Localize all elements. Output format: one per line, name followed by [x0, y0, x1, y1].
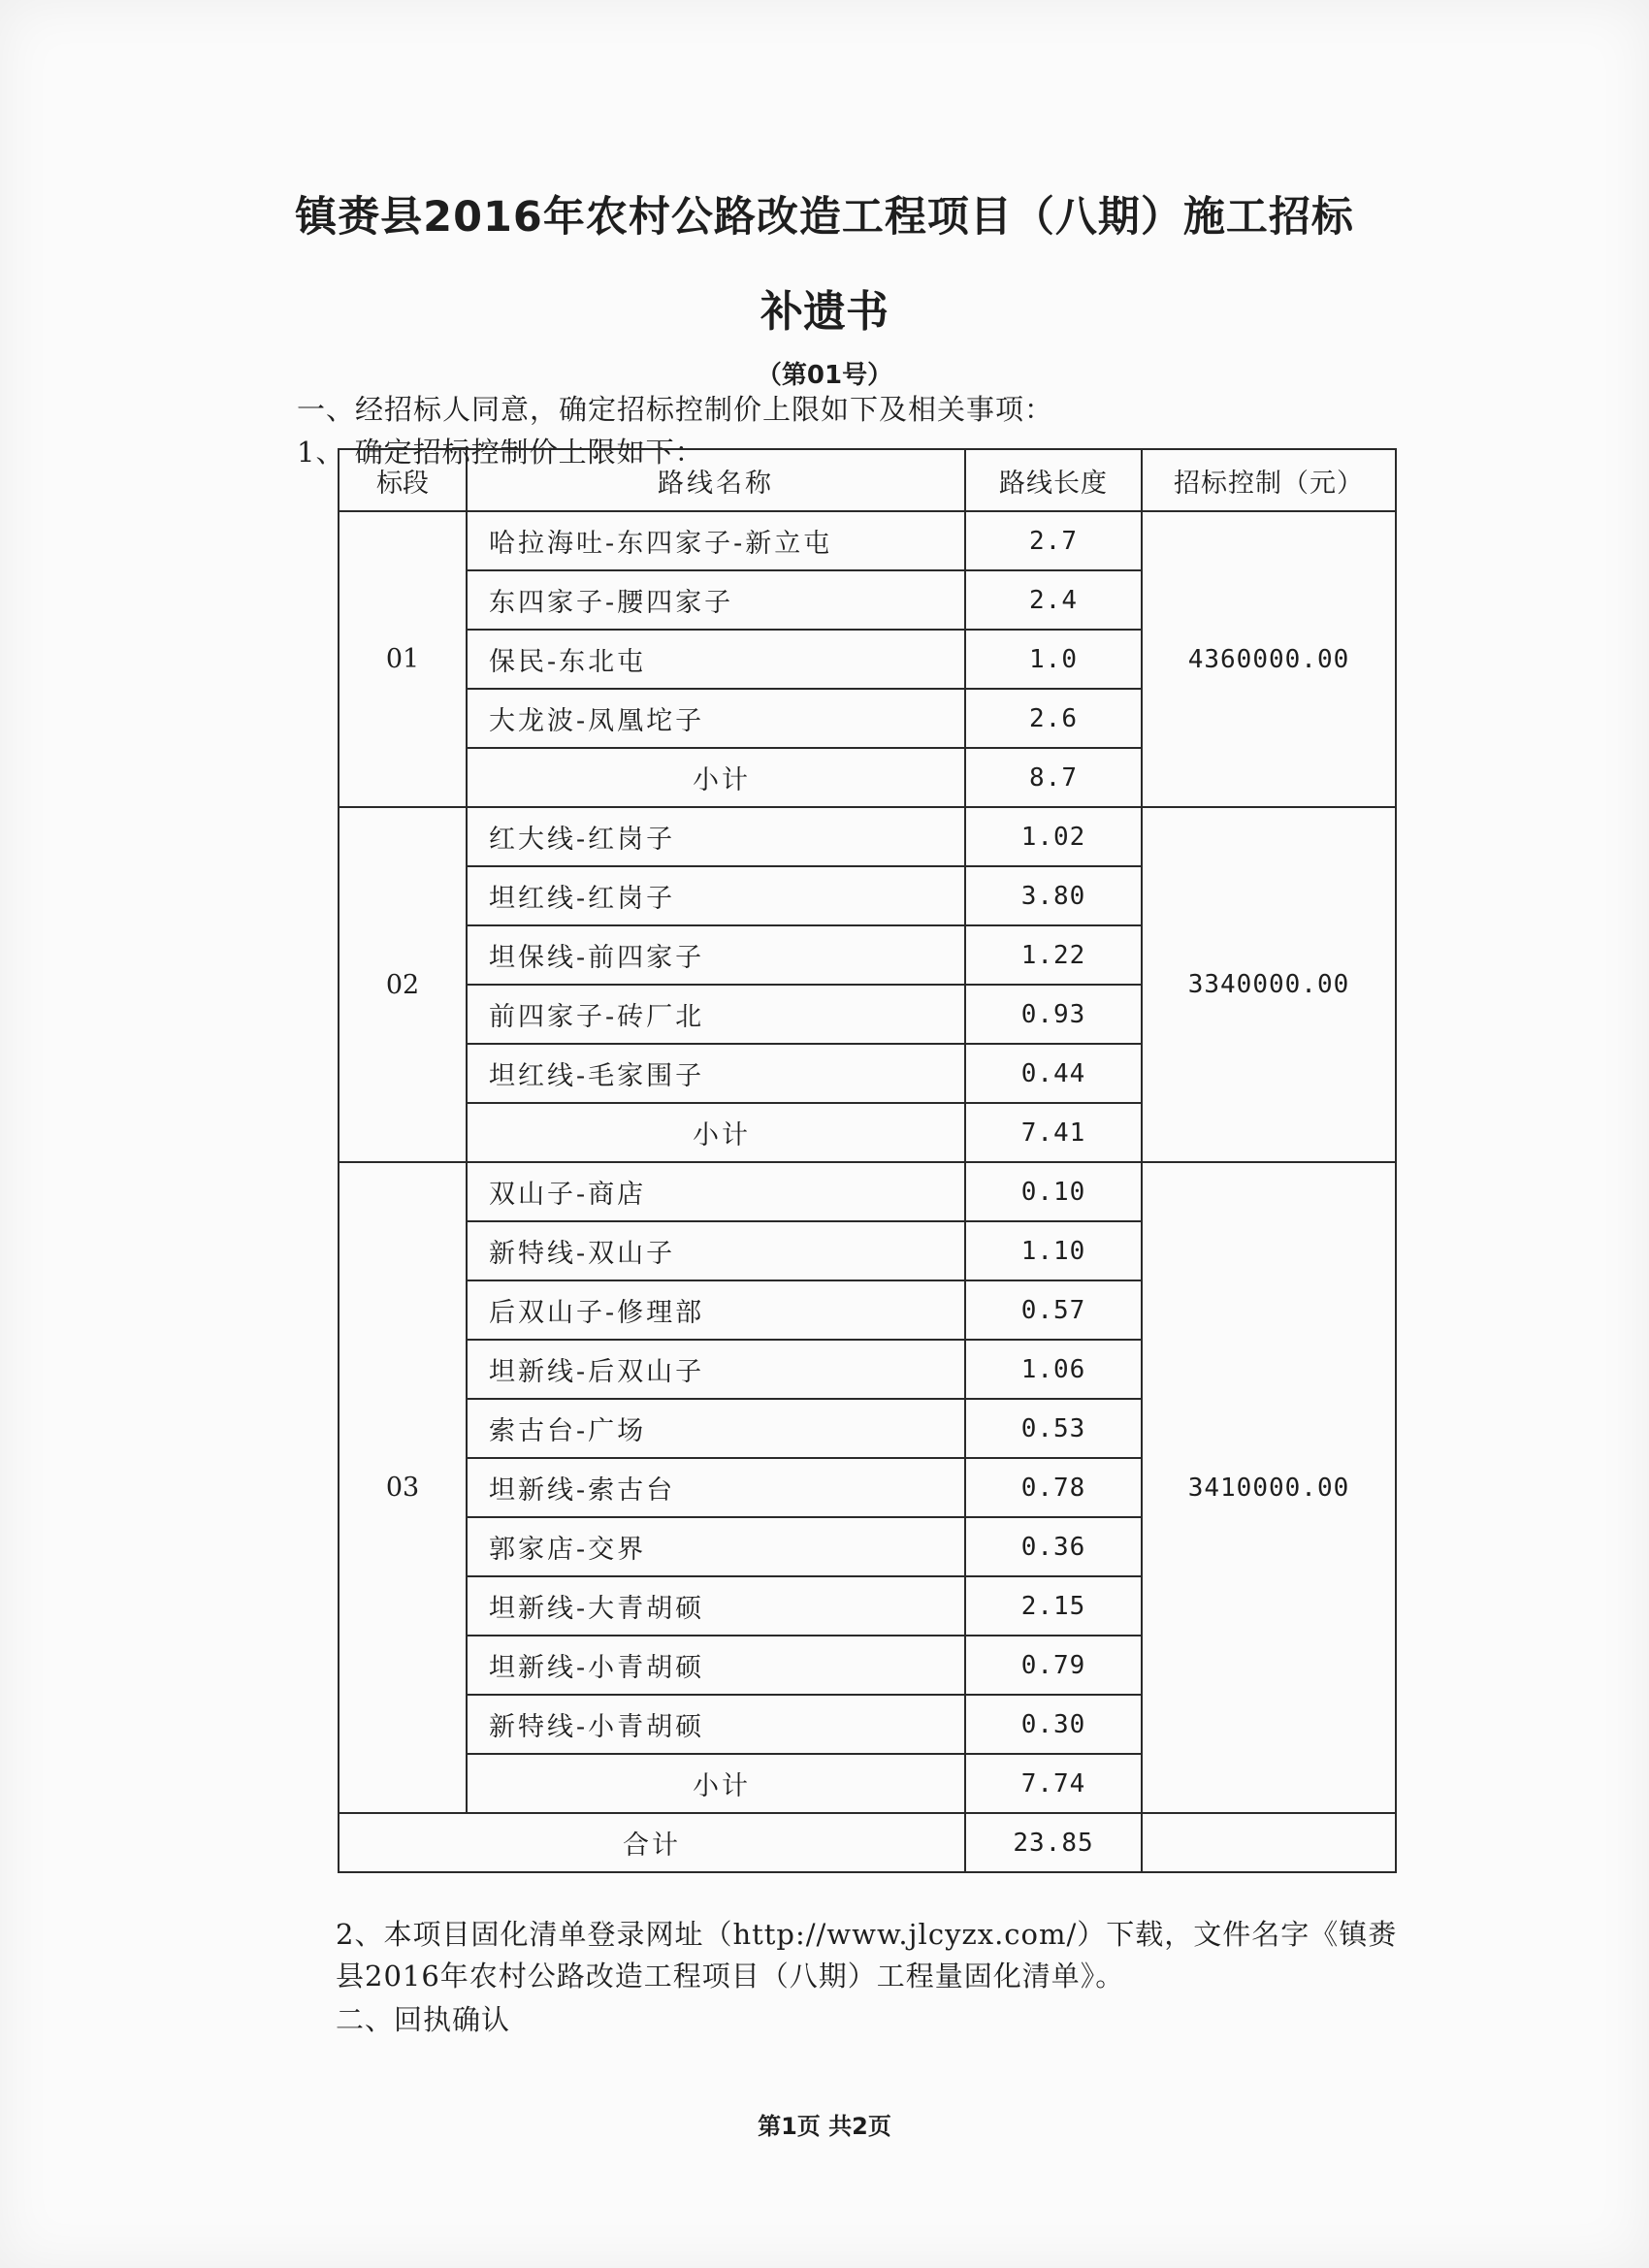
route-length-cell: 0.93	[965, 985, 1142, 1044]
route-name-cell: 坦新线-后双山子	[467, 1340, 965, 1399]
control-price-cell: 3410000.00	[1142, 1162, 1396, 1813]
total-label: 合计	[339, 1813, 965, 1872]
route-name-cell: 东四家子-腰四家子	[467, 570, 965, 630]
subtotal-value: 7.74	[965, 1754, 1142, 1813]
route-name-cell: 坦保线-前四家子	[467, 925, 965, 985]
subtotal-value: 7.41	[965, 1103, 1142, 1162]
subtotal-value: 8.7	[965, 748, 1142, 807]
subtotal-label: 小计	[467, 1754, 965, 1813]
route-length-cell: 2.7	[965, 511, 1142, 570]
route-length-cell: 0.57	[965, 1280, 1142, 1340]
segment-cell: 01	[339, 511, 467, 807]
table-row	[339, 807, 1396, 866]
item2-line1: 2、本项目固化清单登录网址（http://www.jlcyzx.com/）下载，文件名字《镇赉	[336, 1918, 1398, 1951]
section2-heading: 二、回执确认	[336, 2003, 511, 2036]
subtotal-label: 小计	[467, 1103, 965, 1162]
route-length-cell: 0.78	[965, 1458, 1142, 1517]
route-name-cell: 坦新线-索古台	[467, 1458, 965, 1517]
control-price-cell: 3340000.00	[1142, 807, 1396, 1162]
total-row	[339, 1813, 1396, 1872]
route-length-cell: 1.10	[965, 1221, 1142, 1280]
issue-number: （第01号）	[756, 361, 893, 390]
route-length-cell: 0.10	[965, 1162, 1142, 1221]
segment-cell: 03	[339, 1162, 467, 1813]
route-length-cell: 0.36	[965, 1517, 1142, 1576]
header-segment: 标段	[339, 449, 467, 511]
table-row	[339, 1162, 1396, 1221]
bid-control-table	[338, 448, 1397, 1873]
route-length-cell: 1.22	[965, 925, 1142, 985]
route-name-cell: 索古台-广场	[467, 1399, 965, 1458]
route-name-cell: 保民-东北屯	[467, 630, 965, 689]
route-length-cell: 1.0	[965, 630, 1142, 689]
route-length-cell: 0.30	[965, 1695, 1142, 1754]
route-name-cell: 后双山子-修理部	[467, 1280, 965, 1340]
route-name-cell: 坦新线-大青胡硕	[467, 1576, 965, 1636]
route-name-cell: 坦红线-毛家围子	[467, 1044, 965, 1103]
intro-paragraph: 一、经招标人同意，确定招标控制价上限如下及相关事项：	[297, 393, 1054, 426]
route-name-cell: 郭家店-交界	[467, 1517, 965, 1576]
header-control: 招标控制（元）	[1142, 449, 1396, 511]
header-route: 路线名称	[467, 449, 965, 511]
total-value: 23.85	[965, 1813, 1142, 1872]
route-length-cell: 1.02	[965, 807, 1142, 866]
subtotal-label: 小计	[467, 748, 965, 807]
route-length-cell: 2.15	[965, 1576, 1142, 1636]
route-length-cell: 0.53	[965, 1399, 1142, 1458]
route-length-cell: 3.80	[965, 866, 1142, 925]
route-name-cell: 前四家子-砖厂北	[467, 985, 965, 1044]
route-name-cell: 新特线-小青胡硕	[467, 1695, 965, 1754]
route-name-cell: 坦新线-小青胡硕	[467, 1636, 965, 1695]
route-name-cell: 双山子-商店	[467, 1162, 965, 1221]
route-length-cell: 0.79	[965, 1636, 1142, 1695]
document-title-line2: 补遗书	[760, 287, 889, 337]
header-length: 路线长度	[965, 449, 1142, 511]
table-row	[339, 511, 1396, 570]
segment-cell: 02	[339, 807, 467, 1162]
page-footer: 第1页 共2页	[758, 2113, 891, 2140]
route-length-cell: 2.6	[965, 689, 1142, 748]
table-header-row	[339, 449, 1396, 511]
document-title-line1: 镇赉县2016年农村公路改造工程项目（八期）施工招标	[295, 193, 1354, 242]
item2-line2: 县2016年农村公路改造工程项目（八期）工程量固化清单》。	[336, 1960, 1125, 1993]
route-length-cell: 2.4	[965, 570, 1142, 630]
route-name-cell: 哈拉海吐-东四家子-新立屯	[467, 511, 965, 570]
route-length-cell: 1.06	[965, 1340, 1142, 1399]
control-price-cell: 4360000.00	[1142, 511, 1396, 807]
total-control-empty	[1142, 1813, 1396, 1872]
route-name-cell: 大龙波-凤凰坨子	[467, 689, 965, 748]
route-name-cell: 坦红线-红岗子	[467, 866, 965, 925]
route-length-cell: 0.44	[965, 1044, 1142, 1103]
route-name-cell: 新特线-双山子	[467, 1221, 965, 1280]
route-name-cell: 红大线-红岗子	[467, 807, 965, 866]
item1-heading: 1、 确定招标控制价上限如下：	[297, 436, 704, 469]
